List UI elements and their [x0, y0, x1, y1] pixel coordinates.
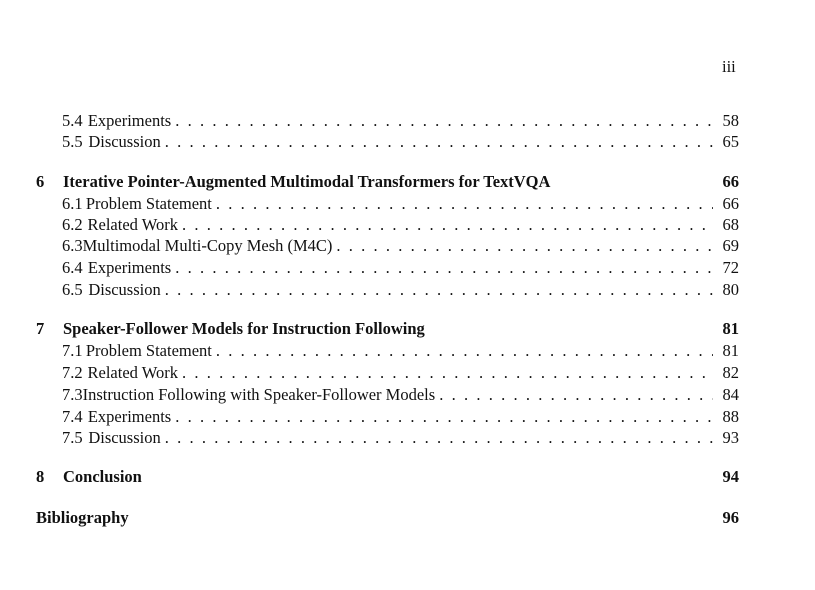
dot-leader: [216, 193, 713, 215]
toc-entry-5-5[interactable]: [36, 131, 739, 153]
toc-entry-title: Discussion: [88, 428, 161, 447]
toc-chapter-title: Conclusion: [63, 467, 142, 486]
toc-entry-title: Experiments: [87, 407, 172, 426]
page-number: iii: [722, 57, 736, 76]
toc-entry-6-5[interactable]: [36, 279, 739, 301]
toc-entry-page: 93: [722, 428, 739, 447]
toc-entry-title: Experiments: [87, 258, 172, 277]
dot-leader: [216, 340, 713, 362]
toc-entry-page: 68: [722, 215, 739, 234]
toc-entry-7-5[interactable]: [36, 427, 739, 449]
toc-entry-title: Problem Statement: [85, 194, 212, 213]
toc-entry-6-4[interactable]: [36, 257, 739, 279]
toc-chapter-6[interactable]: [36, 171, 739, 193]
dot-leader: [175, 257, 713, 279]
toc-chapter-number: 6: [36, 172, 45, 191]
dot-leader: [165, 427, 713, 449]
toc-entry-title: Multimodal Multi-Copy Mesh (M4C): [82, 236, 333, 255]
toc-entry-7-1[interactable]: [36, 340, 739, 362]
toc-entry-page: 58: [722, 111, 739, 130]
dot-leader: [439, 384, 713, 406]
toc-entry-number: 7.1: [62, 341, 83, 360]
toc-chapter-page: 66: [722, 172, 739, 191]
toc-bibliography[interactable]: [36, 507, 739, 529]
toc-entry-page: 88: [722, 407, 739, 426]
toc-entry-6-1[interactable]: [36, 193, 739, 215]
toc-entry-7-4[interactable]: [36, 406, 739, 428]
toc-chapter-page: 81: [722, 319, 739, 338]
toc-chapter-7[interactable]: [36, 318, 739, 340]
toc-entry-page: 69: [722, 236, 739, 255]
dot-leader: [336, 235, 713, 257]
toc-entry-6-3[interactable]: [36, 235, 739, 257]
toc-entry-5-4[interactable]: [36, 110, 739, 132]
toc-chapter-page: 96: [722, 508, 739, 527]
toc-entry-page: 82: [722, 363, 739, 382]
toc-entry-page: 65: [722, 132, 739, 151]
toc-chapter-number: 7: [36, 319, 45, 338]
toc-entry-number: 7.3: [62, 385, 83, 404]
toc-entry-number: 6.1: [62, 194, 83, 213]
toc-entry-title: Discussion: [88, 280, 161, 299]
toc-chapter-page: 94: [722, 467, 739, 486]
toc-entry-page: 84: [722, 385, 739, 404]
dot-leader: [175, 110, 713, 132]
dot-leader: [182, 214, 713, 236]
toc-chapter-title: Bibliography: [36, 508, 129, 527]
toc-entry-title: Related Work: [87, 363, 178, 382]
toc-entry-number: 6.2: [62, 215, 83, 234]
toc-entry-number: 5.4: [62, 111, 83, 130]
toc-entry-title: Related Work: [87, 215, 178, 234]
toc-entry-number: 5.5: [62, 132, 83, 151]
toc-entry-number: 6.3: [62, 236, 83, 255]
toc-entry-number: 7.5: [62, 428, 83, 447]
toc-entry-page: 80: [722, 280, 739, 299]
toc-chapter-number: 8: [36, 467, 45, 486]
toc-entry-title: Problem Statement: [85, 341, 212, 360]
toc-entry-page: 66: [722, 194, 739, 213]
dot-leader: [175, 406, 713, 428]
dot-leader: [182, 362, 713, 384]
toc-entry-number: 7.4: [62, 407, 83, 426]
dot-leader: [165, 131, 713, 153]
toc-entry-title: Experiments: [87, 111, 172, 130]
toc-entry-title: Instruction Following with Speaker-Follower Models: [82, 385, 436, 404]
toc-entry-page: 72: [722, 258, 739, 277]
toc-entry-number: 6.4: [62, 258, 83, 277]
toc-entry-page: 81: [722, 341, 739, 360]
toc-entry-7-2[interactable]: [36, 362, 739, 384]
toc-entry-number: 6.5: [62, 280, 83, 299]
toc-entry-6-2[interactable]: [36, 214, 739, 236]
toc-entry-title: Discussion: [88, 132, 161, 151]
toc-entry-number: 7.2: [62, 363, 83, 382]
toc-entry-7-3[interactable]: [36, 384, 739, 406]
toc-chapter-title: Speaker-Follower Models for Instruction Following: [63, 319, 425, 338]
toc-chapter-8[interactable]: [36, 466, 739, 488]
toc-chapter-title: Iterative Pointer-Augmented Multimodal Transformers for TextVQA: [63, 172, 551, 191]
dot-leader: [165, 279, 713, 301]
